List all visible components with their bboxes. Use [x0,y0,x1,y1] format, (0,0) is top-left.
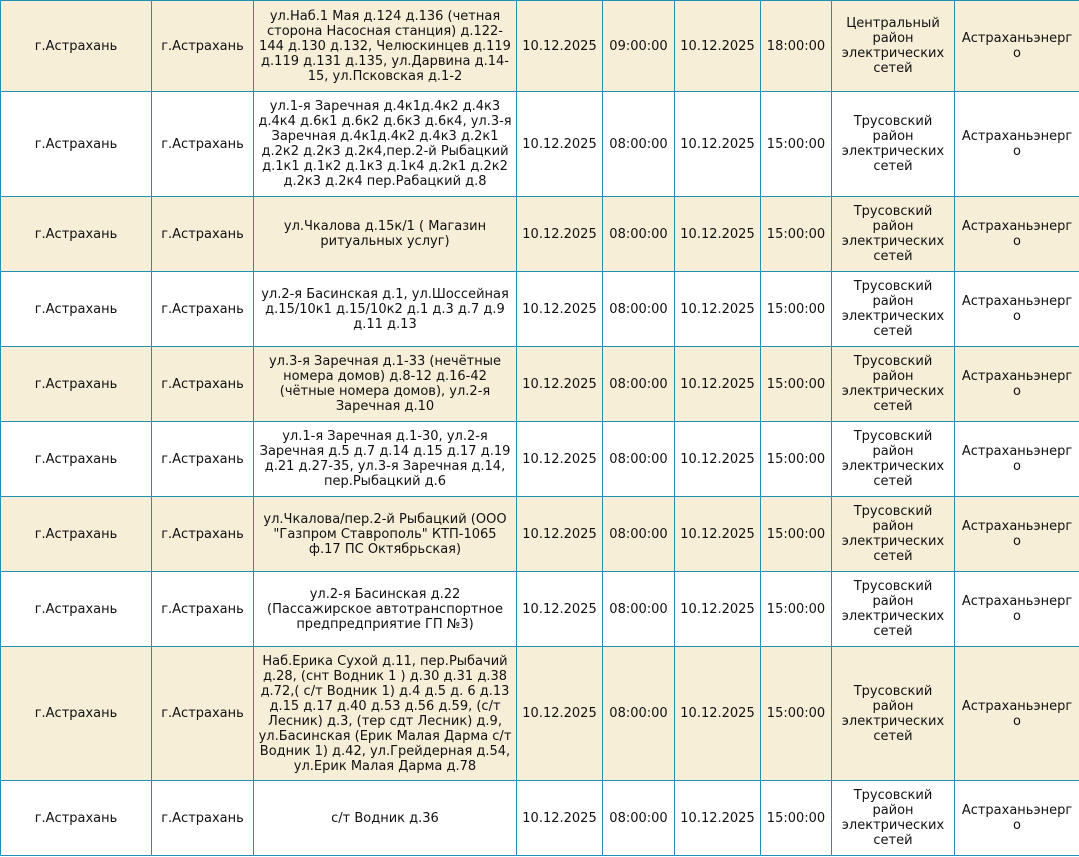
table-row [1,781,1079,856]
address-cell: ул.3-я Заречная д.1-33 (нечётные номера домов) д.8-12 д.16-42 (чётные номера домов), ул.2-я Заречная д.10 [254,347,517,422]
end-time-cell: 15:00:00 [761,572,832,647]
end-time-cell: 15:00:00 [761,497,832,572]
table-row [1,347,1079,422]
district-cell: Трусовский район электрических сетей [832,347,955,422]
organization-cell: Астраханьэнерго [955,272,1079,347]
city-cell: г.Астрахань [1,572,152,647]
end-time-cell: 15:00:00 [761,197,832,272]
end-date-cell: 10.12.2025 [675,647,761,781]
district-cell: Трусовский район электрических сетей [832,781,955,856]
end-date-cell: 10.12.2025 [675,572,761,647]
end-time-cell: 15:00:00 [761,647,832,781]
address-cell: ул.2-я Басинская д.22 (Пассажирское автотранспортное предпредприятие ГП №3) [254,572,517,647]
start-date-cell: 10.12.2025 [517,497,603,572]
end-time-cell: 15:00:00 [761,92,832,197]
start-date-cell: 10.12.2025 [517,1,603,92]
organization-cell: Астраханьэнерго [955,572,1079,647]
settlement-cell: г.Астрахань [152,92,254,197]
end-date-cell: 10.12.2025 [675,272,761,347]
start-time-cell: 08:00:00 [603,422,675,497]
district-cell: Трусовский район электрических сетей [832,422,955,497]
address-cell: ул.2-я Басинская д.1, ул.Шоссейная д.15/10к1 д.15/10к2 д.1 д.3 д.7 д.9 д.11 д.13 [254,272,517,347]
start-date-cell: 10.12.2025 [517,647,603,781]
organization-cell: Астраханьэнерго [955,647,1079,781]
end-date-cell: 10.12.2025 [675,422,761,497]
organization-cell: Астраханьэнерго [955,781,1079,856]
organization-cell: Астраханьэнерго [955,347,1079,422]
address-cell: ул.1-я Заречная д.4к1д.4к2 д.4к3 д.4к4 д.6к1 д.6к2 д.6к3 д.6к4, ул.3-я Заречная д.4к1д.4к2 д.4к3 д.2к1 д.2к2 д.2к3 д.2к4,пер.2-й Рыбацкий д.1к1 д.1к2 д.1к3 д.1к4 д.2к1 д.2к2 д.2к3 д.2к4 пер.Рабацкий д.8 [254,92,517,197]
address-cell: ул.Наб.1 Мая д.124 д.136 (четная сторона Насосная станция) д.122-144 д.130 д.132, Челюскинцев д.119 д.119 д.131 д.135, ул.Дарвина д.14-15, ул.Псковская д.1-2 [254,1,517,92]
end-date-cell: 10.12.2025 [675,1,761,92]
start-date-cell: 10.12.2025 [517,197,603,272]
district-cell: Центральный район электрических сетей [832,1,955,92]
start-date-cell: 10.12.2025 [517,572,603,647]
table-row [1,497,1079,572]
table-row [1,197,1079,272]
settlement-cell: г.Астрахань [152,647,254,781]
city-cell: г.Астрахань [1,422,152,497]
start-time-cell: 08:00:00 [603,272,675,347]
settlement-cell: г.Астрахань [152,572,254,647]
start-time-cell: 08:00:00 [603,197,675,272]
address-cell: ул.1-я Заречная д.1-30, ул.2-я Заречная д.5 д.7 д.14 д.15 д.17 д.19 д.21 д.27-35, ул.3-я Заречная д.14, пер.Рыбацкий д.6 [254,422,517,497]
organization-cell: Астраханьэнерго [955,497,1079,572]
start-date-cell: 10.12.2025 [517,422,603,497]
table-row [1,572,1079,647]
district-cell: Трусовский район электрических сетей [832,92,955,197]
end-date-cell: 10.12.2025 [675,197,761,272]
city-cell: г.Астрахань [1,497,152,572]
address-cell: ул.Чкалова/пер.2-й Рыбацкий (ООО "Газпром Ставрополь" КТП-1065 ф.17 ПС Октябрьская) [254,497,517,572]
organization-cell: Астраханьэнерго [955,1,1079,92]
end-date-cell: 10.12.2025 [675,347,761,422]
start-time-cell: 08:00:00 [603,781,675,856]
end-date-cell: 10.12.2025 [675,497,761,572]
district-cell: Трусовский район электрических сетей [832,272,955,347]
start-time-cell: 08:00:00 [603,347,675,422]
table-row [1,272,1079,347]
address-cell: ул.Чкалова д.15к/1 ( Магазин ритуальных услуг) [254,197,517,272]
table-body [1,1,1079,856]
district-cell: Трусовский район электрических сетей [832,497,955,572]
organization-cell: Астраханьэнерго [955,422,1079,497]
end-time-cell: 18:00:00 [761,1,832,92]
settlement-cell: г.Астрахань [152,1,254,92]
city-cell: г.Астрахань [1,92,152,197]
table-row [1,1,1079,92]
district-cell: Трусовский район электрических сетей [832,197,955,272]
settlement-cell: г.Астрахань [152,197,254,272]
city-cell: г.Астрахань [1,347,152,422]
settlement-cell: г.Астрахань [152,497,254,572]
start-time-cell: 08:00:00 [603,572,675,647]
start-time-cell: 08:00:00 [603,92,675,197]
organization-cell: Астраханьэнерго [955,92,1079,197]
settlement-cell: г.Астрахань [152,781,254,856]
address-cell: с/т Водник д.36 [254,781,517,856]
start-time-cell: 08:00:00 [603,497,675,572]
settlement-cell: г.Астрахань [152,347,254,422]
address-cell: Наб.Ерика Сухой д.11, пер.Рыбачий д.28, (снт Водник 1 ) д.30 д.31 д.38 д.72,( с/т Водник 1) д.4 д.5 д. 6 д.13 д.15 д.17 д.40 д.53 д.56 д.59, (с/т Лесник) д.3, (тер сдт Лесник) д.9, ул.Басинская (Ерик Малая Дарма с/т Водник 1) д.42, ул.Грейдерная д.54, ул.Ерик Малая Дарма д.78 [254,647,517,781]
city-cell: г.Астрахань [1,1,152,92]
end-date-cell: 10.12.2025 [675,781,761,856]
end-time-cell: 15:00:00 [761,781,832,856]
city-cell: г.Астрахань [1,272,152,347]
end-time-cell: 15:00:00 [761,422,832,497]
settlement-cell: г.Астрахань [152,272,254,347]
city-cell: г.Астрахань [1,781,152,856]
end-date-cell: 10.12.2025 [675,92,761,197]
district-cell: Трусовский район электрических сетей [832,572,955,647]
start-time-cell: 09:00:00 [603,1,675,92]
table-row [1,92,1079,197]
city-cell: г.Астрахань [1,647,152,781]
city-cell: г.Астрахань [1,197,152,272]
district-cell: Трусовский район электрических сетей [832,647,955,781]
start-date-cell: 10.12.2025 [517,92,603,197]
start-time-cell: 08:00:00 [603,647,675,781]
start-date-cell: 10.12.2025 [517,272,603,347]
organization-cell: Астраханьэнерго [955,197,1079,272]
end-time-cell: 15:00:00 [761,347,832,422]
end-time-cell: 15:00:00 [761,272,832,347]
settlement-cell: г.Астрахань [152,422,254,497]
table-row [1,647,1079,781]
start-date-cell: 10.12.2025 [517,347,603,422]
table-row [1,422,1079,497]
start-date-cell: 10.12.2025 [517,781,603,856]
